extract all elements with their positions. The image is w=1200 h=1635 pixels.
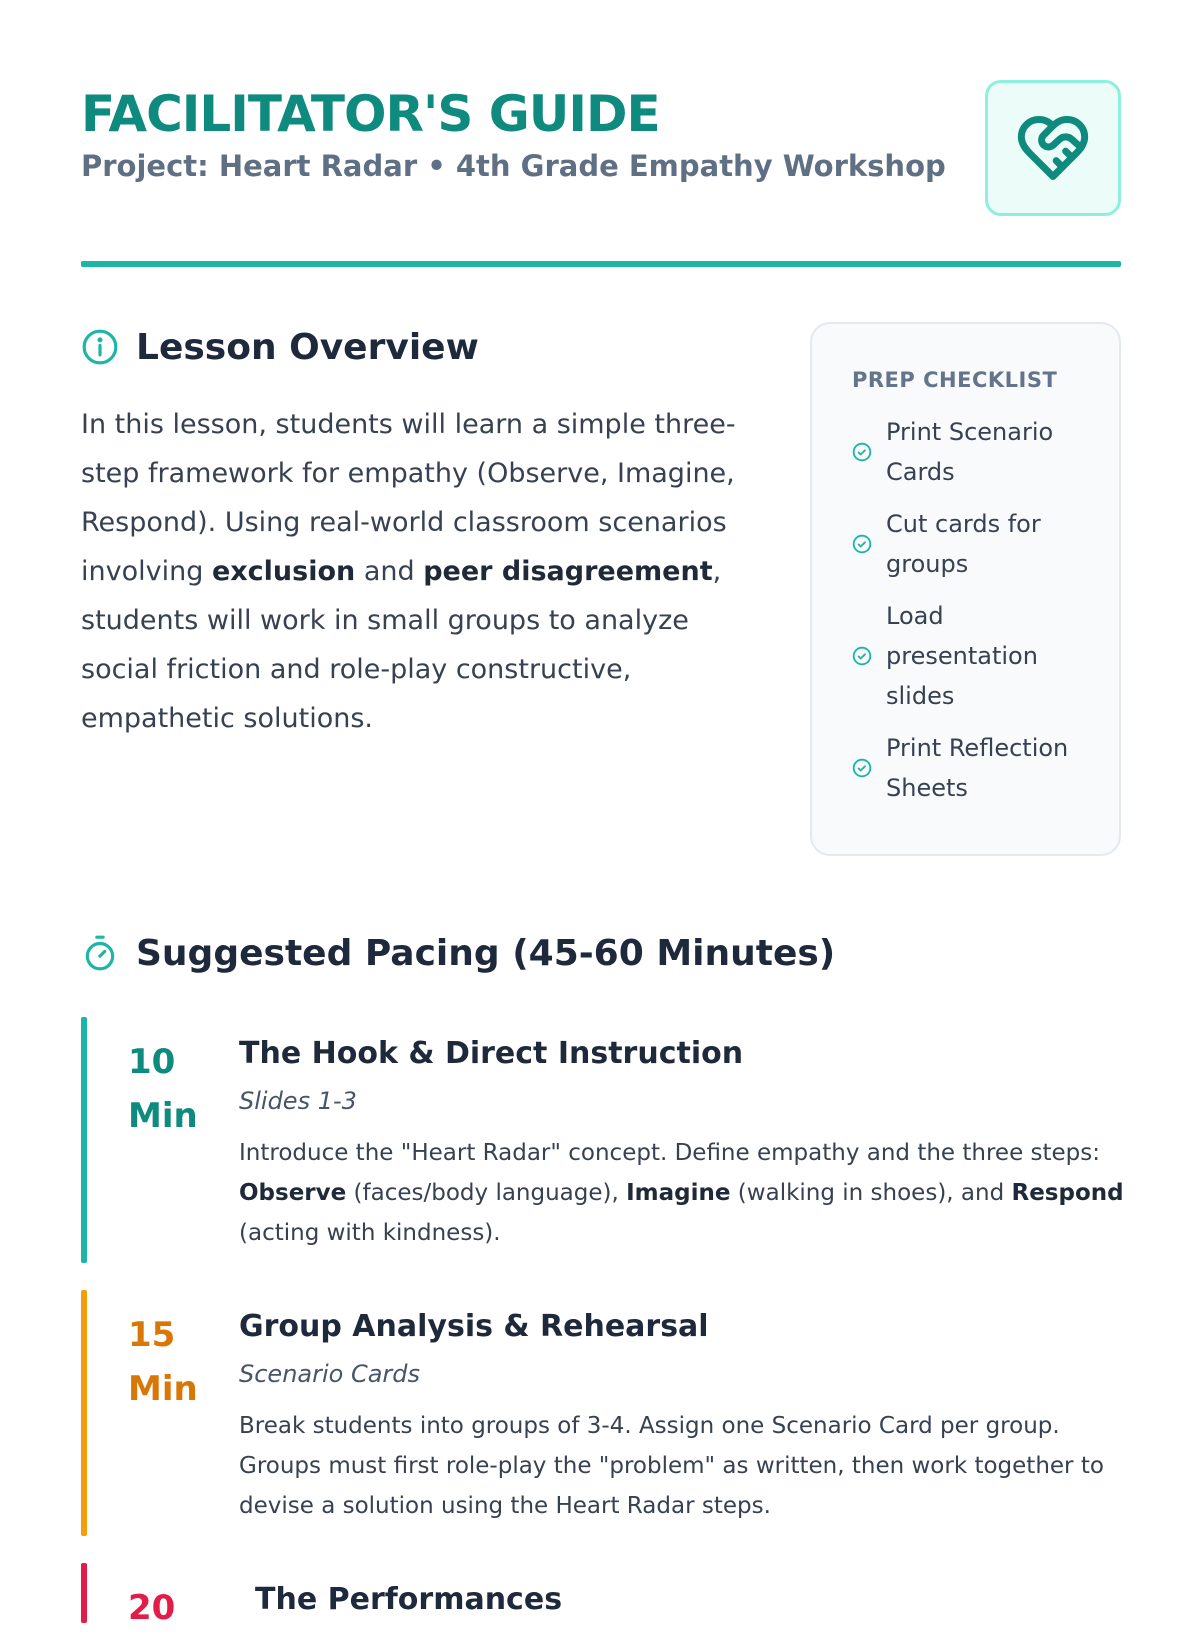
overview-title: Lesson Overview: [136, 326, 479, 368]
pacing-duration: 20: [128, 1588, 176, 1628]
desc-part: (faces/body language),: [346, 1180, 627, 1206]
checklist-title: PREP CHECKLIST: [852, 368, 1058, 392]
pacing-block-title: The Performances: [255, 1582, 563, 1617]
pacing-block-3: [81, 1563, 1121, 1628]
header: [81, 80, 1121, 220]
desc-part: Introduce the "Heart Radar" concept. Define empathy and the three steps:: [239, 1140, 1101, 1166]
pacing-bar: [81, 1563, 87, 1623]
overview-bold-exclusion: exclusion: [211, 556, 356, 587]
pacing-block-description: [239, 1133, 1129, 1253]
info-circle-icon: [81, 328, 119, 366]
desc-bold: Respond: [1011, 1180, 1124, 1206]
duration-number: 15: [128, 1315, 176, 1355]
heart-handshake-icon: [1015, 110, 1091, 186]
pacing-block-subtitle: Slides 1-3: [239, 1087, 357, 1115]
overview-bold-disagreement: peer disagreement: [423, 556, 713, 587]
checklist-item: [852, 728, 1099, 808]
facilitator-guide-page: [81, 0, 1124, 1628]
pacing-block-description: Break students into groups of 3-4. Assign one Scenario Card per group. Groups must first role-play the "problem" as written, then work together to devise a solution using the Heart Radar steps.: [239, 1413, 1104, 1519]
overview-paragraph: [81, 400, 751, 743]
logo: [985, 80, 1121, 216]
pacing-block-2: [81, 1290, 1121, 1536]
desc-bold: Observe: [239, 1180, 347, 1206]
pacing-bar: [81, 1017, 87, 1263]
checklist-items: [852, 412, 1099, 808]
pacing-block-1: [81, 1017, 1124, 1263]
pacing-block-subtitle: Scenario Cards: [239, 1360, 421, 1388]
overview-text-part: In this lesson, students will learn a simple three-step framework for empathy (Observe, Imagine, Respond). Using real-world classroom scenarios involving: [81, 409, 736, 587]
checklist-item-label: Print Reflection Sheets: [886, 734, 1069, 802]
check-circle-icon: [852, 534, 872, 554]
header-divider: [81, 261, 1121, 267]
check-circle-icon: [852, 442, 872, 462]
overview-heading: [81, 322, 479, 372]
page-title: FACILITATOR'S GUIDE: [81, 85, 660, 143]
pacing-title: Suggested Pacing (45-60 Minutes): [136, 932, 836, 974]
check-circle-icon: [852, 646, 872, 666]
desc-bold: Imagine: [626, 1180, 731, 1206]
page-subtitle: Project: Heart Radar • 4th Grade Empathy Workshop: [81, 149, 946, 183]
duration-unit: Min: [128, 1096, 198, 1136]
pacing-heading: [81, 928, 835, 978]
desc-part: (walking in shoes), and: [730, 1180, 1012, 1206]
prep-checklist: [810, 322, 1121, 856]
checklist-item-label: Print Scenario Cards: [886, 418, 1054, 486]
duration-unit: Min: [128, 1369, 198, 1409]
overview-text-part: and: [355, 556, 424, 587]
checklist-item: [852, 596, 1099, 716]
checklist-item-label: Cut cards for groups: [886, 510, 1041, 578]
pacing-duration: [128, 1308, 218, 1416]
checklist-item: [852, 504, 1099, 584]
overview-text-part: , students will work in small groups to analyze social friction and role-play constructive, empathetic solutions.: [81, 556, 722, 734]
checklist-item-label: Load presentation slides: [886, 602, 1038, 710]
pacing-block-title: The Hook & Direct Instruction: [239, 1036, 744, 1071]
stopwatch-icon: [81, 934, 119, 972]
pacing-bar: [81, 1290, 87, 1536]
checklist-item: [852, 412, 1099, 492]
check-circle-icon: [852, 758, 872, 778]
pacing-block-title: Group Analysis & Rehearsal: [239, 1309, 709, 1344]
desc-part: (acting with kindness).: [239, 1220, 501, 1246]
duration-number: 10: [128, 1042, 176, 1082]
pacing-duration: [128, 1035, 218, 1143]
